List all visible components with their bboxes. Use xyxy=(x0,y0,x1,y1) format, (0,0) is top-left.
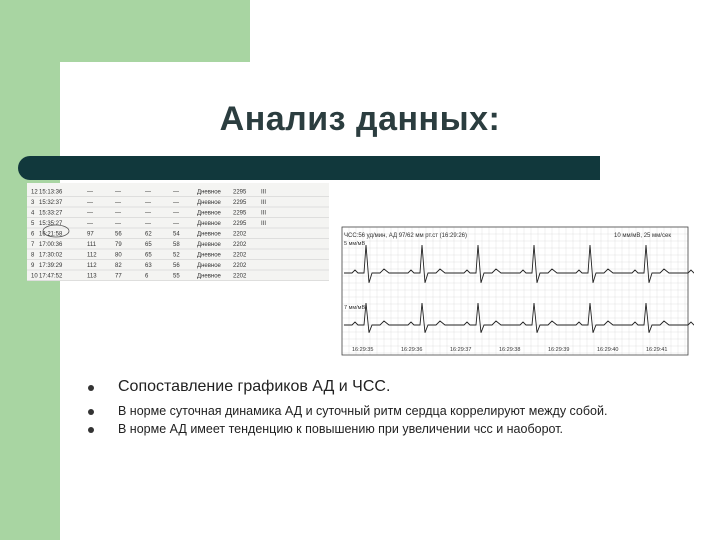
table-cell: 6 xyxy=(145,273,149,280)
bullet-item xyxy=(88,378,708,404)
top-accent-bar xyxy=(0,0,250,62)
table-cell: 17:39:29 xyxy=(39,263,63,269)
ecg-time-label: 16:29:40 xyxy=(597,347,619,353)
table-cell: Дневное xyxy=(197,210,221,217)
ecg-strip-image xyxy=(334,183,694,365)
table-cell: 77 xyxy=(115,273,122,280)
table-cell: 79 xyxy=(115,242,122,248)
table-cell: 111 xyxy=(87,242,97,248)
table-cell: Дневное xyxy=(197,221,221,227)
table-cell: 15:13:36 xyxy=(39,189,63,196)
slide-title: Анализ данных: xyxy=(219,100,501,138)
table-cell: 56 xyxy=(173,263,180,269)
table-cell: — xyxy=(115,200,121,206)
table-cell: — xyxy=(145,221,151,227)
table-cell: 65 xyxy=(145,242,152,248)
table-cell: — xyxy=(145,200,151,206)
table-cell: — xyxy=(87,221,93,227)
ecg-lead-bottom-label: 7 мм/мВ xyxy=(344,305,366,311)
table-cell: — xyxy=(87,189,93,196)
table-cell: 2295 xyxy=(233,200,247,206)
table-cell: 16:21:58 xyxy=(39,231,63,238)
table-cell: 82 xyxy=(115,263,122,269)
table-cell: 62 xyxy=(145,231,152,238)
bullet-dot-icon xyxy=(88,427,94,433)
bullet-dot-icon xyxy=(88,409,94,415)
table-cell: 113 xyxy=(87,273,97,280)
bullet-text: В норме суточная динамика АД и суточный ритм сердца коррелируют между собой. xyxy=(118,404,608,418)
table-cell: III xyxy=(261,221,267,227)
table-cell: Дневное xyxy=(197,252,221,259)
table-cell: 15:33:27 xyxy=(39,210,63,217)
table-cell: — xyxy=(115,221,121,227)
table-cell: 3 xyxy=(31,200,35,206)
table-cell: — xyxy=(173,200,179,206)
table-cell: 97 xyxy=(87,231,94,238)
bullet-list xyxy=(88,378,708,440)
table-cell: 12 xyxy=(31,189,38,196)
table-cell: 15:35:27 xyxy=(39,221,63,227)
table-cell: 7 xyxy=(31,242,35,248)
table-cell: 2295 xyxy=(233,221,247,227)
table-cell: Дневное xyxy=(197,263,221,269)
table-cell: 2202 xyxy=(233,252,247,259)
title-divider xyxy=(18,156,600,180)
table-cell: Дневное xyxy=(197,242,221,248)
table-cell: — xyxy=(173,189,179,196)
table-cell: — xyxy=(145,189,151,196)
ecg-time-label: 16:29:41 xyxy=(646,347,668,353)
table-cell: 54 xyxy=(173,231,180,238)
table-cell: 56 xyxy=(115,231,122,238)
table-cell: 8 xyxy=(31,252,35,259)
table-cell: 9 xyxy=(31,263,35,269)
bullet-text: Сопоставление графиков АД и ЧСС. xyxy=(118,378,391,395)
table-cell: 55 xyxy=(173,273,180,280)
bullet-dot-icon xyxy=(88,385,94,391)
table-cell: — xyxy=(115,189,121,196)
table-cell: III xyxy=(261,189,267,196)
table-cell: 112 xyxy=(87,252,97,259)
ecg-background xyxy=(334,183,694,365)
table-cell: 112 xyxy=(87,263,97,269)
bullet-item xyxy=(88,404,708,422)
table-cell: 6 xyxy=(31,231,35,238)
table-cell: 17:00:36 xyxy=(39,242,63,248)
table-cell: 2202 xyxy=(233,231,247,238)
table-cell: 17:47:52 xyxy=(39,273,63,280)
table-cell: — xyxy=(145,210,151,217)
ecg-header-right: 10 мм/мВ, 25 мм/сек xyxy=(614,233,671,239)
table-cell: 5 xyxy=(31,221,35,227)
table-cell: 10 xyxy=(31,273,38,280)
table-cell: 2202 xyxy=(233,242,247,248)
table-cell: — xyxy=(173,210,179,217)
table-cell: 63 xyxy=(145,263,152,269)
ecg-header-left: ЧСС:56 уд/мин, АД 97/62 мм рт.ст (16:29:26) xyxy=(344,233,468,239)
table-cell: 2202 xyxy=(233,263,247,269)
ecg-lead-top-label: 5 мм/мВ xyxy=(344,241,366,247)
table-cell: — xyxy=(87,200,93,206)
table-cell: Дневное xyxy=(197,273,221,280)
table-cell: III xyxy=(261,200,267,206)
table-cell: 4 xyxy=(31,210,35,217)
table-cell: 58 xyxy=(173,242,180,248)
table-cell: 15:32:37 xyxy=(39,200,63,206)
ecg-time-label: 16:29:36 xyxy=(401,347,423,353)
table-cell: 65 xyxy=(145,252,152,259)
bullet-text: В норме АД имеет тенденцию к повышению при увеличении чсс и наоборот. xyxy=(118,422,564,436)
measurements-table-image xyxy=(27,183,329,281)
ecg-time-label: 16:29:39 xyxy=(548,347,570,353)
ecg-time-label: 16:29:37 xyxy=(450,347,472,353)
ecg-time-label: 16:29:38 xyxy=(499,347,521,353)
table-cell: — xyxy=(115,210,121,217)
table-cell: 2295 xyxy=(233,210,247,217)
ecg-time-label: 16:29:35 xyxy=(352,347,374,353)
table-cell: 2202 xyxy=(233,273,247,280)
table-cell: — xyxy=(87,210,93,217)
table-cell: 80 xyxy=(115,252,122,259)
table-cell: 52 xyxy=(173,252,180,259)
table-cell: 2295 xyxy=(233,189,247,196)
bullet-item xyxy=(88,422,708,440)
table-cell: Дневное xyxy=(197,231,221,238)
table-cell: Дневное xyxy=(197,189,221,196)
table-cell: Дневное xyxy=(197,200,221,206)
table-cell: 17:30:02 xyxy=(39,252,63,259)
table-cell: III xyxy=(261,210,267,217)
table-cell: — xyxy=(173,221,179,227)
